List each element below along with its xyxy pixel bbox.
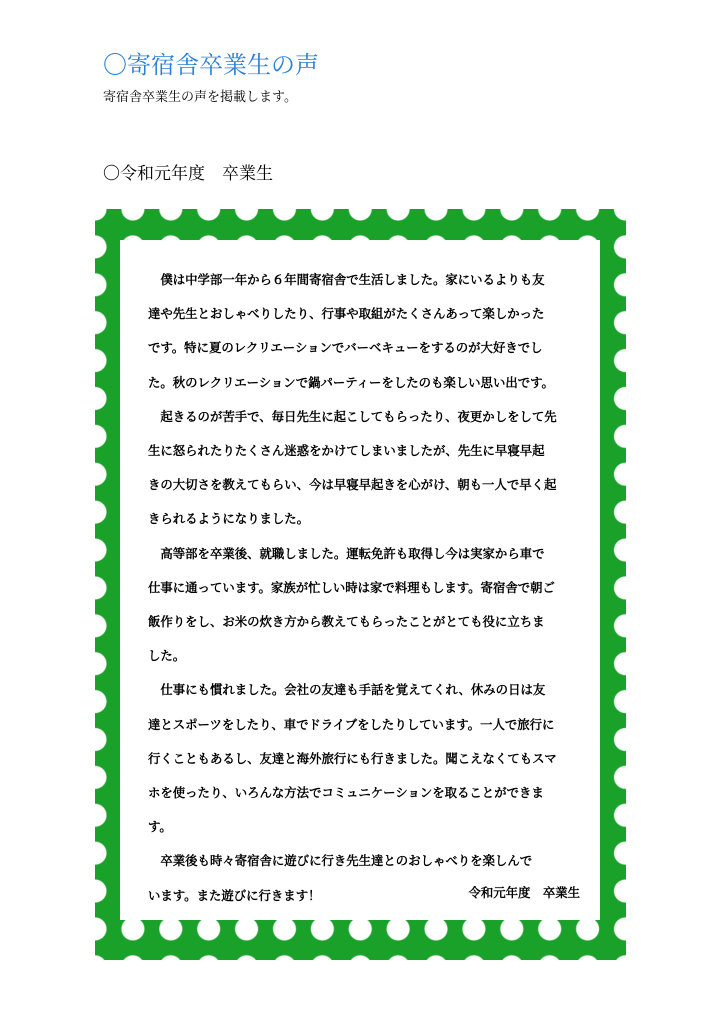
letter-line: 飯作りをし、お米の炊き方から教えてもらったことがとても役に立ちま: [148, 614, 545, 630]
letter-signature: 令和元年度 卒業生: [468, 885, 580, 900]
letter-line: 生に怒られたりたくさん迷惑をかけてしまいましたが、先生に早寝早起: [148, 443, 545, 459]
letter-line: です。特に夏のレクリエーションでバーベキューをするのが大好きでし: [148, 340, 543, 356]
letter-line: 卒業後も時々寄宿舎に遊びに行き先生達とのおしゃべりを楽しんで: [160, 853, 533, 869]
letter-line: 達や先生とおしゃべりしたり、行事や取組がたくさんあって楽しかった: [148, 306, 545, 322]
letter-panel: [120, 240, 600, 920]
letter-line: 行くこともあるし、友達と海外旅行にも行きました。聞こえなくてもスマ: [148, 750, 557, 766]
letter-line: きられるようになりました。: [148, 511, 310, 527]
letter-line: した。: [148, 648, 186, 664]
letter-line: 達とスポーツをしたり、車でドライブをしたりしています。一人で旅行に: [148, 716, 555, 732]
letter-line: います。また遊びに行きます！: [148, 887, 321, 903]
page-intro: 寄宿舎卒業生の声を掲載します。: [103, 90, 297, 105]
section-heading: 〇令和元年度 卒業生: [103, 164, 273, 184]
letter-line: た。秋のレクリエーションで鍋パーティーをしたのも楽しい思い出です。: [148, 374, 554, 390]
page-heading: 〇寄宿舎卒業生の声: [103, 51, 319, 79]
letter-line: 仕事に通っています。家族が忙しい時は家で料理もします。寄宿舎で朝ご: [148, 579, 555, 595]
letter-line: 僕は中学部一年から６年間寄宿舎で生活しました。家にいるよりも友: [160, 272, 545, 287]
letter-line: 仕事にも慣れました。会社の友達も手話を覚えてくれ、休みの日は友: [160, 682, 546, 698]
letter-line: 起きるのが苦手で、毎日先生に起こしてもらったり、夜更かしをして先: [160, 408, 557, 424]
letter-line: 高等部を卒業後、就職しました。運転免許も取得し今は実家から車で: [160, 545, 545, 561]
letter-line: す。: [148, 819, 172, 835]
letter-line: きの大切さを教えてもらい、今は早寝早起きを心がけ、朝も一人で早く起: [148, 477, 557, 493]
letter-line: ホを使ったり、いろんな方法でコミュニケーションを取ることができま: [148, 785, 544, 801]
letter-body: [148, 263, 578, 913]
